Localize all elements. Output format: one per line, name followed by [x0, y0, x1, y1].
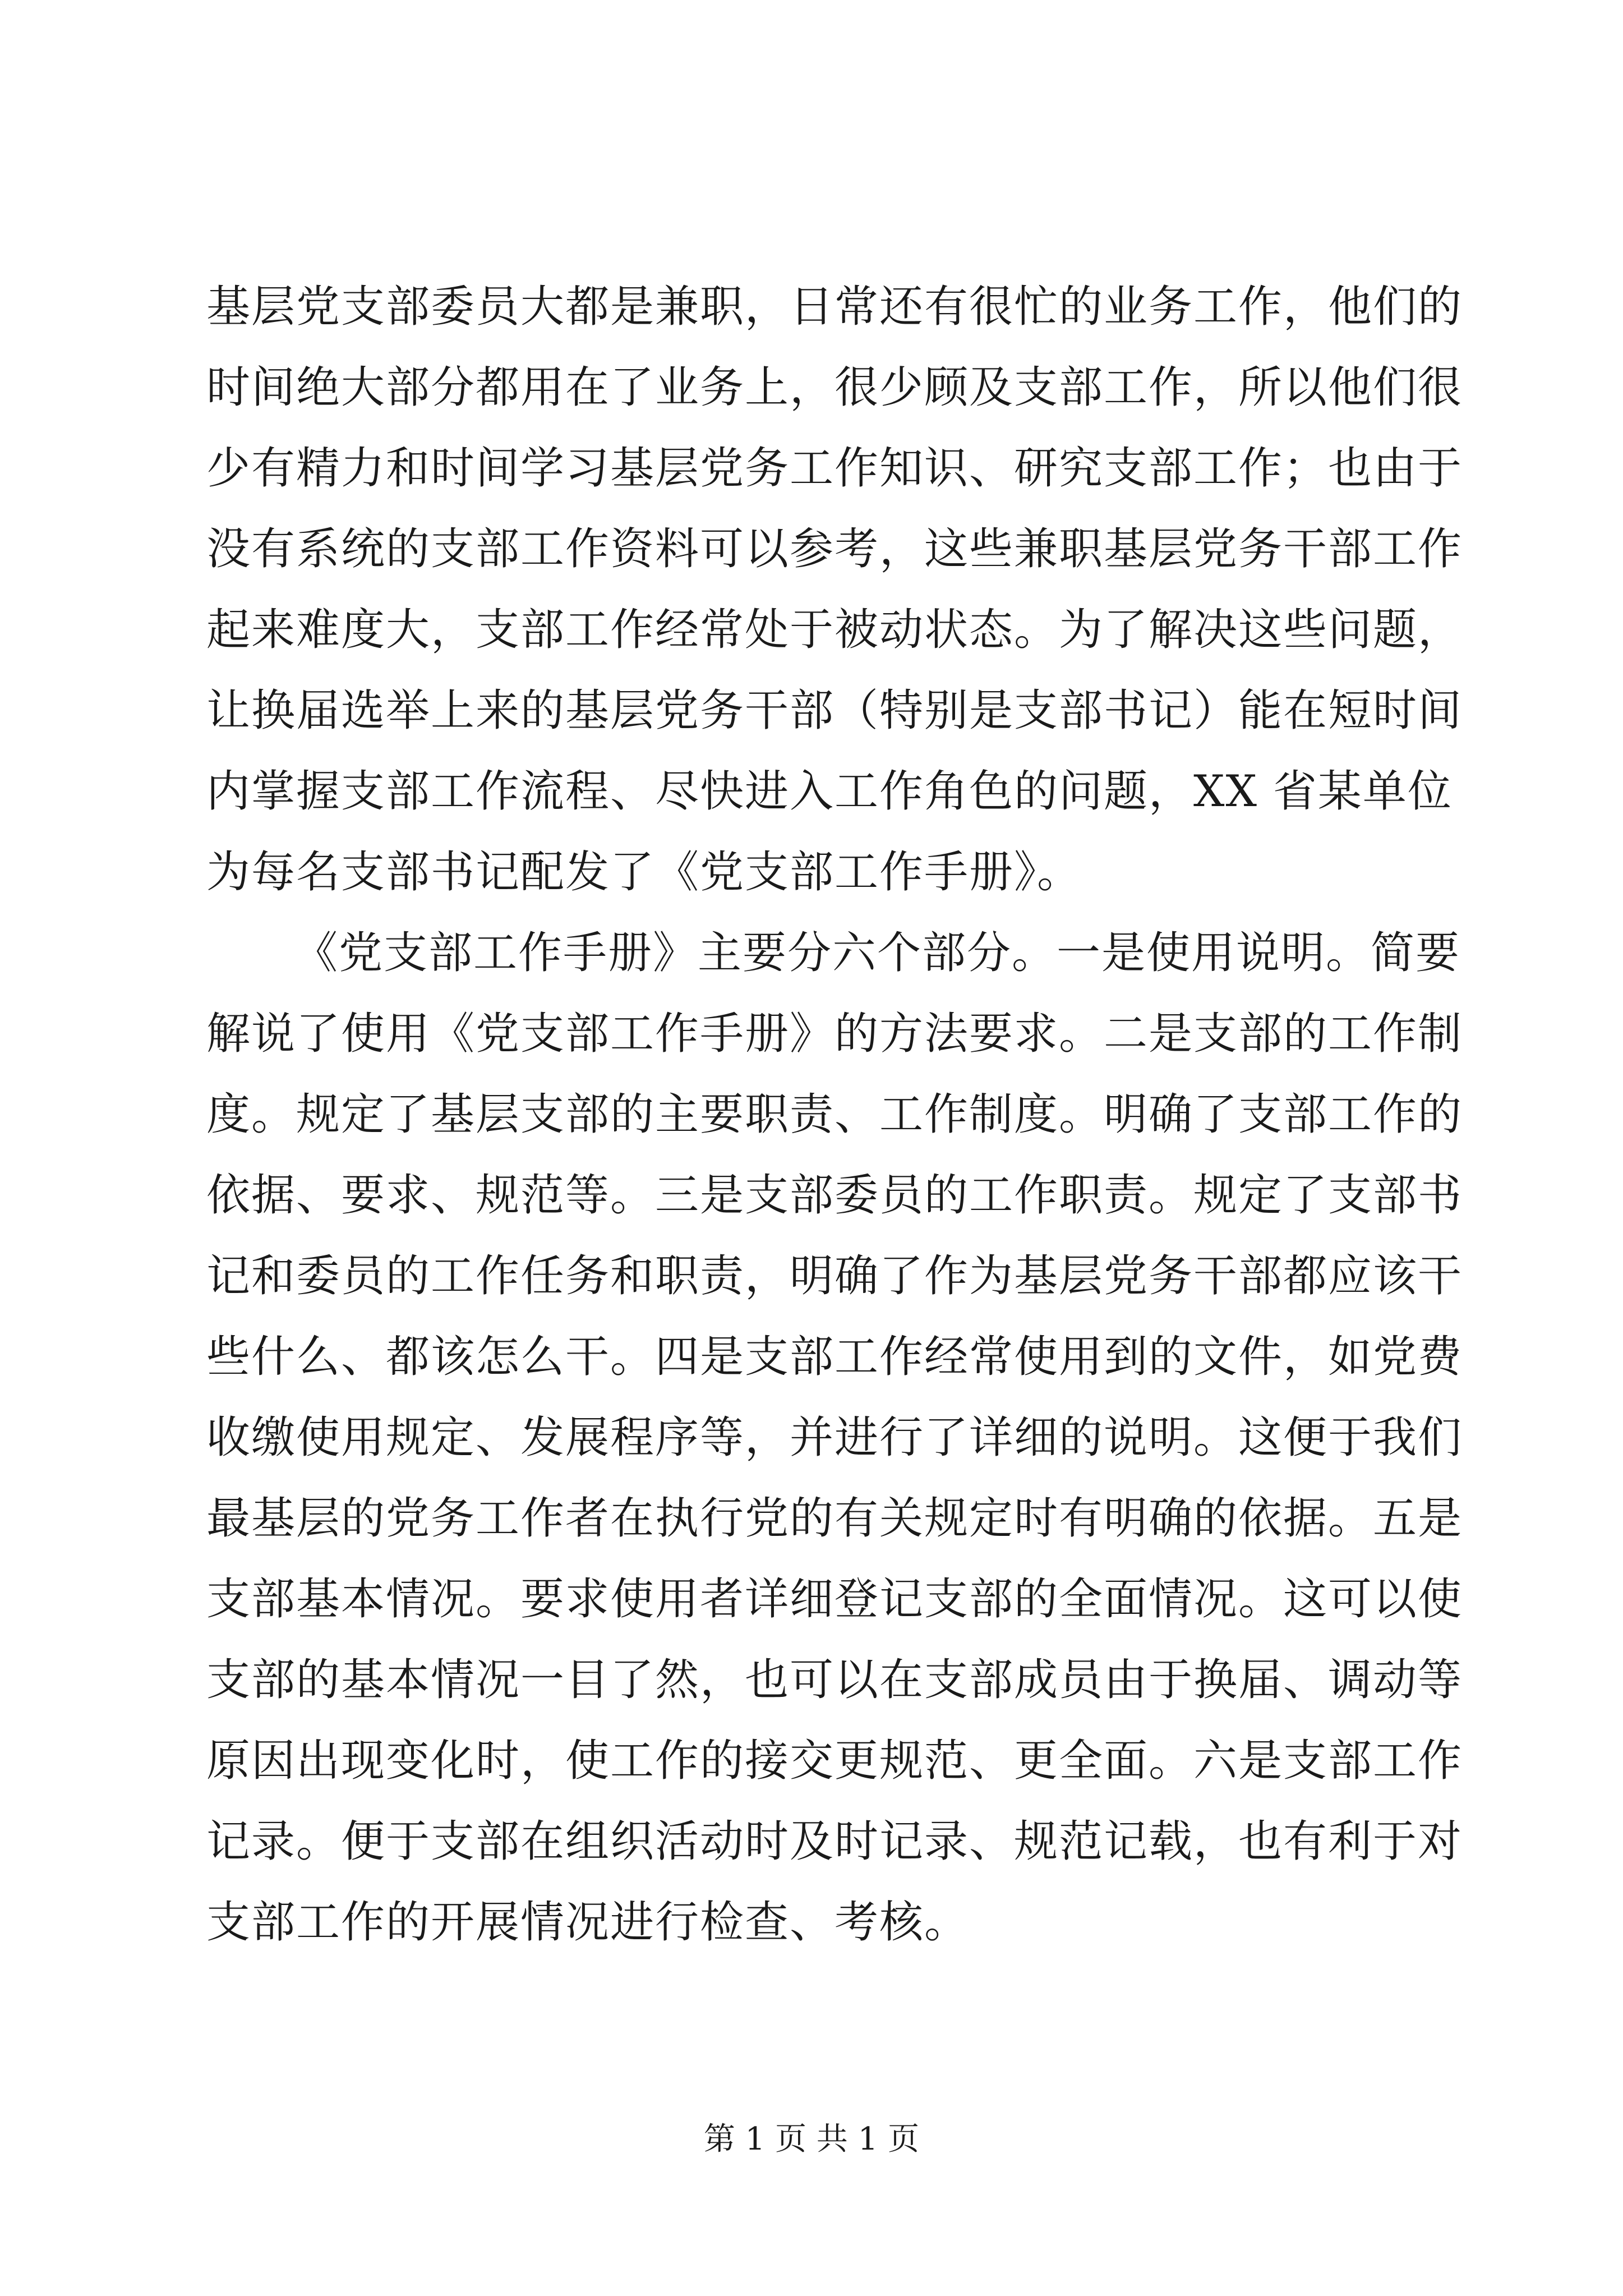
text-line: 最基层的党务工作者在执行党的有关规定时有明确的依据。五是: [206, 1493, 1463, 1544]
text-line: 起来难度大，支部工作经常处于被动状态。为了解决这些问题，: [206, 605, 1463, 655]
text-line: 内掌握支部工作流程、尽快进入工作角色的问题，XX 省某单位: [206, 766, 1453, 817]
paragraph-1: [206, 282, 1463, 898]
text-line: 支部工作的开展情况进行检查、考核。: [206, 1897, 970, 1948]
page-number-footer: 第 1 页 共 1 页: [703, 2121, 920, 2157]
text-line: 支部基本情况。要求使用者详细登记支部的全面情况。这可以使: [206, 1574, 1463, 1625]
paragraph-2: [206, 928, 1463, 1948]
text-line: 时间绝大部分都用在了业务上，很少顾及支部工作，所以他们很: [206, 362, 1463, 413]
text-line: 支部的基本情况一目了然，也可以在支部成员由于换届、调动等: [206, 1655, 1463, 1705]
text-line: 记录。便于支部在组织活动时及时记录、规范记载，也有利于对: [206, 1816, 1463, 1867]
text-line: 记和委员的工作任务和职责，明确了作为基层党务干部都应该干: [206, 1251, 1463, 1301]
text-line: 原因出现变化时，使工作的接交更规范、更全面。六是支部工作: [206, 1736, 1463, 1786]
text-line: 《党支部工作手册》主要分六个部分。一是使用说明。简要: [294, 928, 1461, 978]
text-line: 度。规定了基层支部的主要职责、工作制度。明确了支部工作的: [206, 1089, 1463, 1140]
text-line: 为每名支部书记配发了《党支部工作手册》。: [206, 847, 1082, 898]
text-line: 依据、要求、规范等。三是支部委员的工作职责。规定了支部书: [206, 1170, 1463, 1221]
text-line: 些什么、都该怎么干。四是支部工作经常使用到的文件，如党费: [206, 1332, 1463, 1382]
text-line: 收缴使用规定、发展程序等，并进行了详细的说明。这便于我们: [206, 1412, 1463, 1463]
text-line: 少有精力和时间学习基层党务工作知识、研究支部工作；也由于: [206, 443, 1463, 494]
text-line: 基层党支部委员大都是兼职，日常还有很忙的业务工作，他们的: [206, 282, 1463, 332]
text-line: 让换届选举上来的基层党务干部（特别是支部书记）能在短时间: [206, 685, 1463, 736]
text-line: 解说了使用《党支部工作手册》的方法要求。二是支部的工作制: [206, 1009, 1463, 1059]
text-line: 没有系统的支部工作资料可以参考，这些兼职基层党务干部工作: [206, 524, 1463, 574]
document-body: [206, 282, 1463, 1980]
